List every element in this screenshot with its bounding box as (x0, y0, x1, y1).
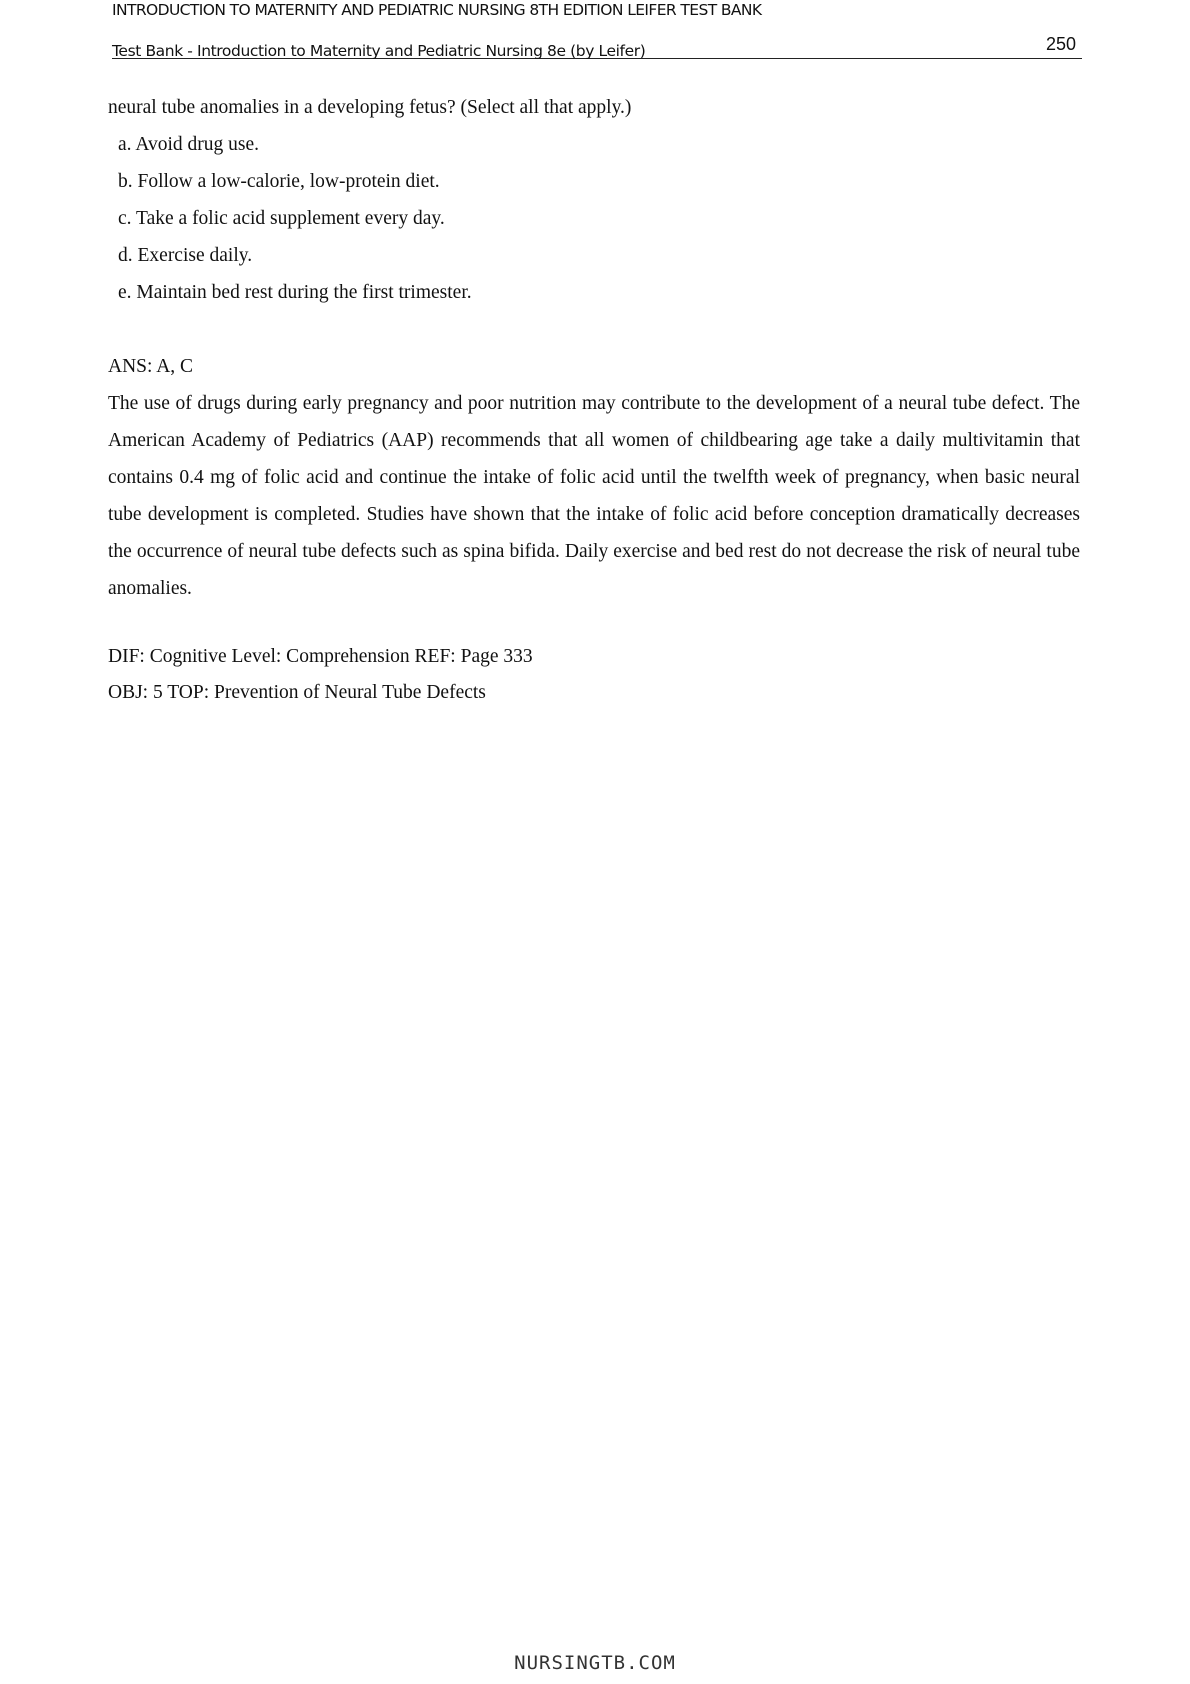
question-body (108, 89, 1080, 711)
option-c: c. Take a folic acid supplement every day. (118, 208, 445, 229)
option-a: a. Avoid drug use. (118, 134, 259, 155)
option-e: e. Maintain bed rest during the first trimester. (118, 282, 472, 303)
option-b: b. Follow a low-calorie, low-protein diet. (118, 171, 440, 192)
running-title: INTRODUCTION TO MATERNITY AND PEDIATRIC NURSING 8TH EDITION LEIFER TEST BANK (112, 1, 762, 19)
meta-difficulty-ref: DIF: Cognitive Level: Comprehension REF: Page 333 (108, 646, 533, 667)
option-d: d. Exercise daily. (118, 245, 253, 266)
rationale-text: The use of drugs during early pregnancy and poor nutrition may contribute to the development of a neural tube defect. The American Academy of Pediatrics (AAP) recommends that all women of childbearing age take a daily multivitamin that contains 0.4 mg of folic acid and continue the intake of folic acid until the twelfth week of pregnancy, when basic neural tube development is completed. Studies have shown that the intake of folic acid before conception dramatically decreases the occurrence of neural tube defects such as spina bifida. Daily exercise and bed rest do not decrease the risk of neural tube anomalies. (108, 393, 1080, 599)
page-header (112, 34, 1082, 60)
book-title: Test Bank - Introduction to Maternity and Pediatric Nursing 8e (by Leifer) (112, 42, 646, 60)
answer-key: ANS: A, C (108, 356, 194, 377)
page-number: 250 (1045, 34, 1076, 54)
question-stem: neural tube anomalies in a developing fetus? (Select all that apply.) (108, 97, 632, 118)
footer-watermark: NURSINGTB.COM (514, 1652, 676, 1674)
meta-objective-topic: OBJ: 5 TOP: Prevention of Neural Tube Defects (108, 682, 486, 703)
answer-options (108, 126, 1080, 311)
